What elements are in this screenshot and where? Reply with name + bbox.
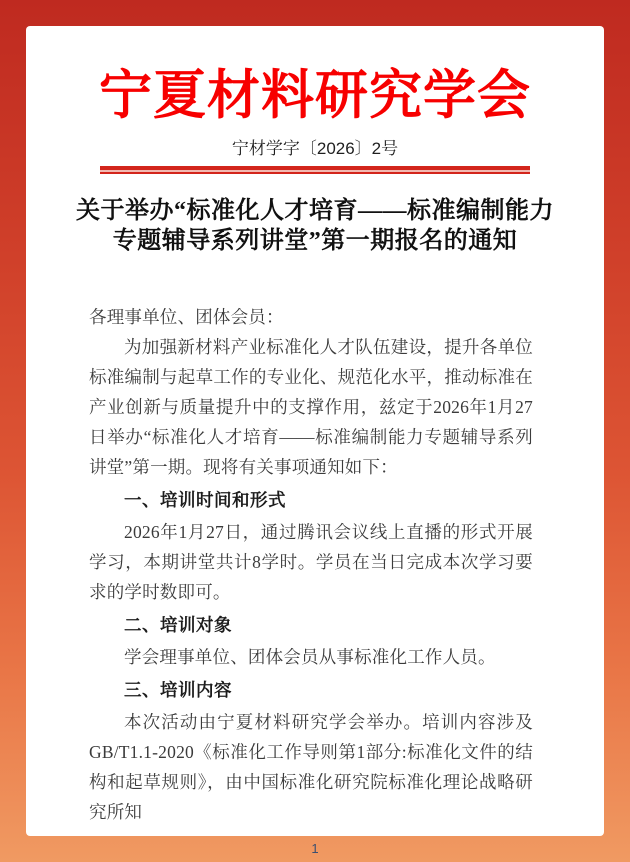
document-page: [26, 26, 604, 856]
org-title: 宁夏材料研究学会: [99, 67, 531, 125]
doc-number: 宁材学字〔2026〕2号: [231, 139, 399, 158]
salutation-line: 各理事单位、团体会员：: [89, 307, 284, 327]
body-paragraph: 学会理事单位、团体会员从事标准化工作人员。: [124, 647, 496, 667]
body-paragraph: 2026年1月27日，通过腾讯会议线上直播的形式开展学习，本期讲堂共计8学时。学员在当日完成本次学习要求的学时数即可。: [89, 522, 533, 602]
notice-title: 关于举办“标准化人才培育——标准编制能力专题辅导系列讲堂”第一期报名的通知: [76, 198, 554, 254]
body-paragraph: 本次活动由宁夏材料研究学会举办。培训内容涉及GB/T1.1-2020《标准化工作导则第1部分:标准化文件的结构和起草规则》，由中国标准化研究院标准化理论战略研究所知: [89, 712, 533, 822]
notice-body: [89, 302, 533, 827]
body-paragraph: 为加强新材料产业标准化人才队伍建设，提升各单位标准编制与起草工作的专业化、规范化水平，推动标准在产业创新与质量提升中的支撑作用，兹定于2026年1月27日举办“标准化人才培育——标准编制能力专题辅导系列讲堂”第一期。现将有关事项通知如下：: [89, 337, 533, 477]
section-heading-2: 二、培训对象: [124, 615, 232, 635]
section-heading-3: 三、培训内容: [124, 680, 232, 700]
section-heading-1: 一、培训时间和形式: [124, 490, 286, 510]
page-number: 1: [311, 841, 319, 856]
red-divider-rule: [100, 166, 530, 174]
